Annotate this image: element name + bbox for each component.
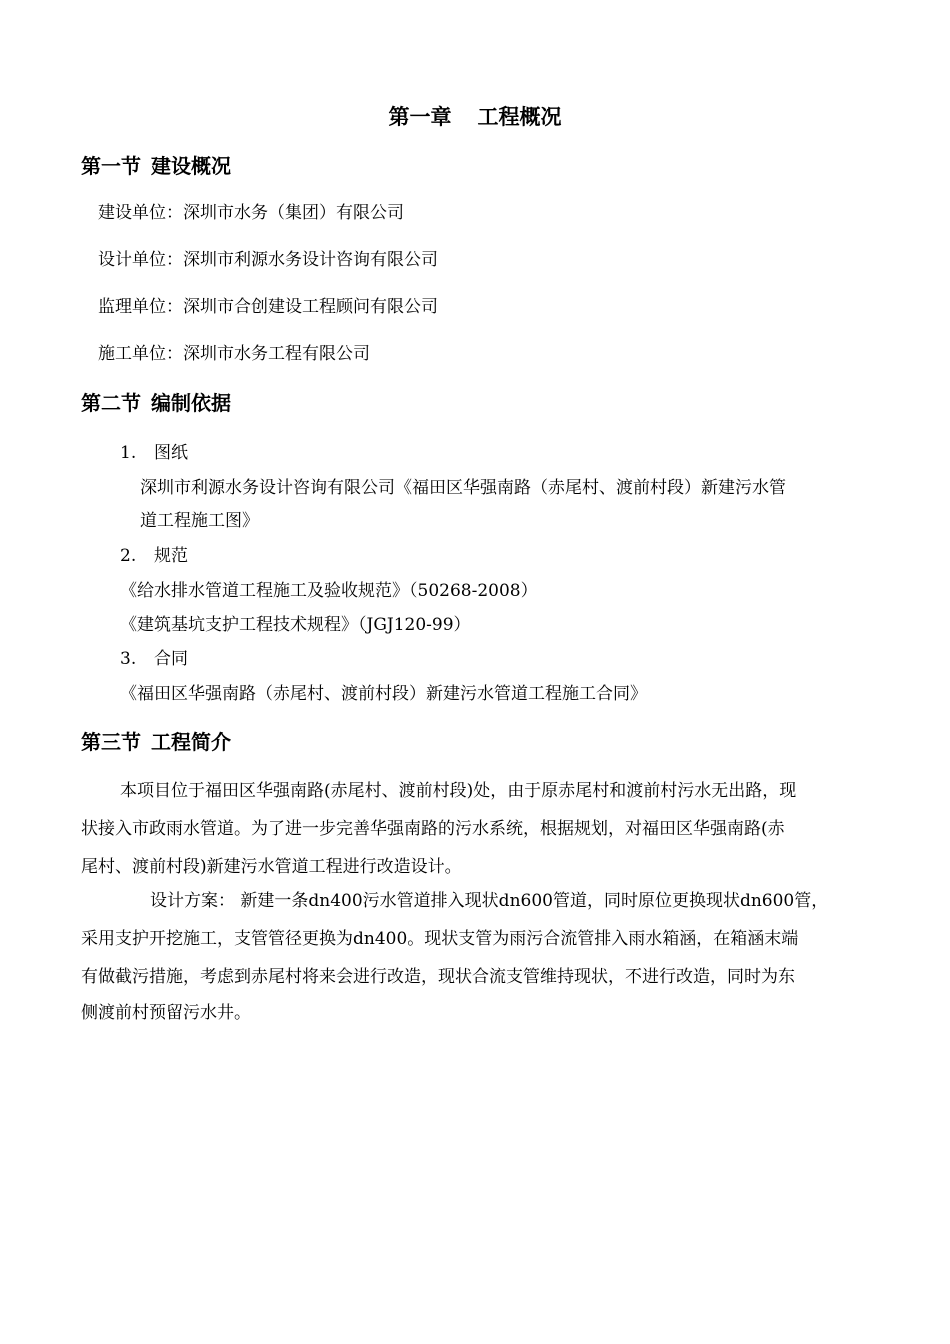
- basis-item-drawings: [120, 442, 188, 464]
- design-paragraph-line: 设计方案： 新建一条dn400污水管道排入现状dn600管道，同时原位更换现状dn600管，: [150, 891, 829, 911]
- item-label: 合同: [154, 649, 188, 669]
- section-heading-1: [81, 153, 231, 179]
- section-number: 第三节: [81, 730, 141, 754]
- basis-text-line: 深圳市利源水务设计咨询有限公司《福田区华强南路（赤尾村、渡前村段）新建污水管: [140, 478, 786, 498]
- design-paragraph-line: 有做截污措施，考虑到赤尾村将来会进行改造，现状合流支管维持现状，不进行改造，同时为东: [81, 967, 795, 987]
- basis-item-codes: [120, 545, 188, 567]
- section-heading-3: [81, 729, 231, 755]
- design-paragraph-line: 采用支护开挖施工，支管管径更换为dn400。现状支管为雨污合流管排入雨水箱涵，在箱涵末端: [81, 929, 799, 949]
- basis-text-line: 《建筑基坑支护工程技术规程》（JGJ120-99）: [120, 615, 471, 635]
- basis-text-line: 《给水排水管道工程施工及验收规范》（50268-2008）: [120, 581, 538, 601]
- chapter-title: [0, 104, 950, 130]
- org-line-supervision: 监理单位：深圳市合创建设工程顾问有限公司: [98, 297, 438, 317]
- chapter-number: 第一章: [388, 105, 452, 129]
- org-line-design: 设计单位：深圳市利源水务设计咨询有限公司: [98, 250, 438, 270]
- section-title: 建设概况: [151, 154, 231, 178]
- section-title: 工程简介: [151, 730, 231, 754]
- basis-text-line: 道工程施工图》: [140, 511, 259, 531]
- section-heading-2: [81, 390, 231, 416]
- item-number: 1.: [120, 443, 137, 463]
- design-paragraph-line: 侧渡前村预留污水井。: [81, 1003, 251, 1023]
- org-line-contractor: 施工单位：深圳市水务工程有限公司: [98, 344, 370, 364]
- item-number: 2.: [120, 546, 137, 566]
- intro-paragraph-line: 本项目位于福田区华强南路(赤尾村、渡前村段)处，由于原赤尾村和渡前村污水无出路，现: [120, 781, 797, 801]
- org-line-construction: 建设单位：深圳市水务（集团）有限公司: [98, 203, 404, 223]
- section-number: 第一节: [81, 154, 141, 178]
- item-number: 3.: [120, 649, 137, 669]
- intro-paragraph-line: 尾村、渡前村段)新建污水管道工程进行改造设计。: [81, 857, 462, 877]
- chapter-name: 工程概况: [477, 105, 562, 129]
- section-title: 编制依据: [151, 391, 231, 415]
- item-label: 图纸: [154, 443, 188, 463]
- basis-item-contract: [120, 648, 188, 670]
- section-number: 第二节: [81, 391, 141, 415]
- basis-text-line: 《福田区华强南路（赤尾村、渡前村段）新建污水管道工程施工合同》: [120, 684, 647, 704]
- intro-paragraph-line: 状接入市政雨水管道。为了进一步完善华强南路的污水系统，根据规划，对福田区华强南路(赤: [81, 819, 785, 839]
- item-label: 规范: [154, 546, 188, 566]
